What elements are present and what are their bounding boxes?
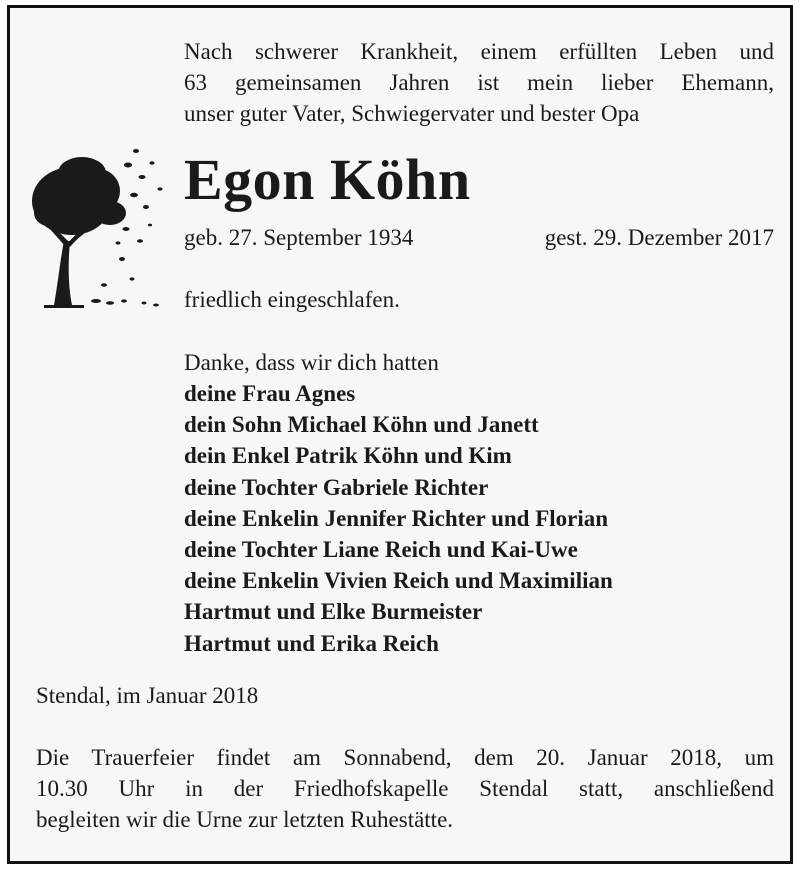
intro-line: 63 gemeinsamen Jahren ist mein lieber Ehemann, [184, 70, 774, 95]
sleep-text: friedlich eingeschlafen. [184, 287, 400, 312]
death-date: gest. 29. Dezember 2017 [544, 225, 774, 250]
intro-line: Nach schwerer Krankheit, einem erfüllten Leben und [184, 39, 774, 64]
mourner-line: dein Sohn Michael Köhn und Janett [184, 412, 539, 438]
place-date: Stendal, im Januar 2018 [36, 683, 259, 708]
mourner-line: deine Enkelin Vivien Reich und Maximilian [184, 568, 613, 594]
life-dates [184, 222, 774, 253]
mourner-line: deine Tochter Liane Reich und Kai-Uwe [184, 537, 578, 563]
deceased-name: Egon Köhn [184, 147, 471, 212]
mourner-line: Hartmut und Elke Burmeister [184, 599, 483, 625]
mourners-list [184, 378, 613, 659]
mourner-line: deine Tochter Gabriele Richter [184, 474, 489, 500]
tree-with-falling-leaves-icon [24, 133, 174, 313]
funeral-info [36, 742, 774, 835]
mourner-line: Hartmut und Erika Reich [184, 630, 439, 656]
birth-date: geb. 27. September 1934 [184, 225, 414, 250]
mourner-line: deine Frau Agnes [184, 381, 356, 406]
mourner-line: dein Enkel Patrik Köhn und Kim [184, 443, 512, 469]
funeral-line: begleiten wir die Urne zur letzten Ruhestätte. [36, 807, 454, 832]
funeral-line: Die Trauerfeier findet am Sonnabend, dem 20. Januar 2018, um [36, 745, 774, 770]
thanks-text: Danke, dass wir dich hatten [184, 350, 439, 375]
intro-text [184, 36, 774, 129]
intro-line: unser guter Vater, Schwiegervater und bester Opa [184, 101, 640, 126]
obituary-notice [7, 5, 793, 864]
funeral-line: 10.30 Uhr in der Friedhofskapelle Stendal statt, anschließend [36, 776, 774, 801]
mourner-line: deine Enkelin Jennifer Richter und Florian [184, 505, 609, 531]
